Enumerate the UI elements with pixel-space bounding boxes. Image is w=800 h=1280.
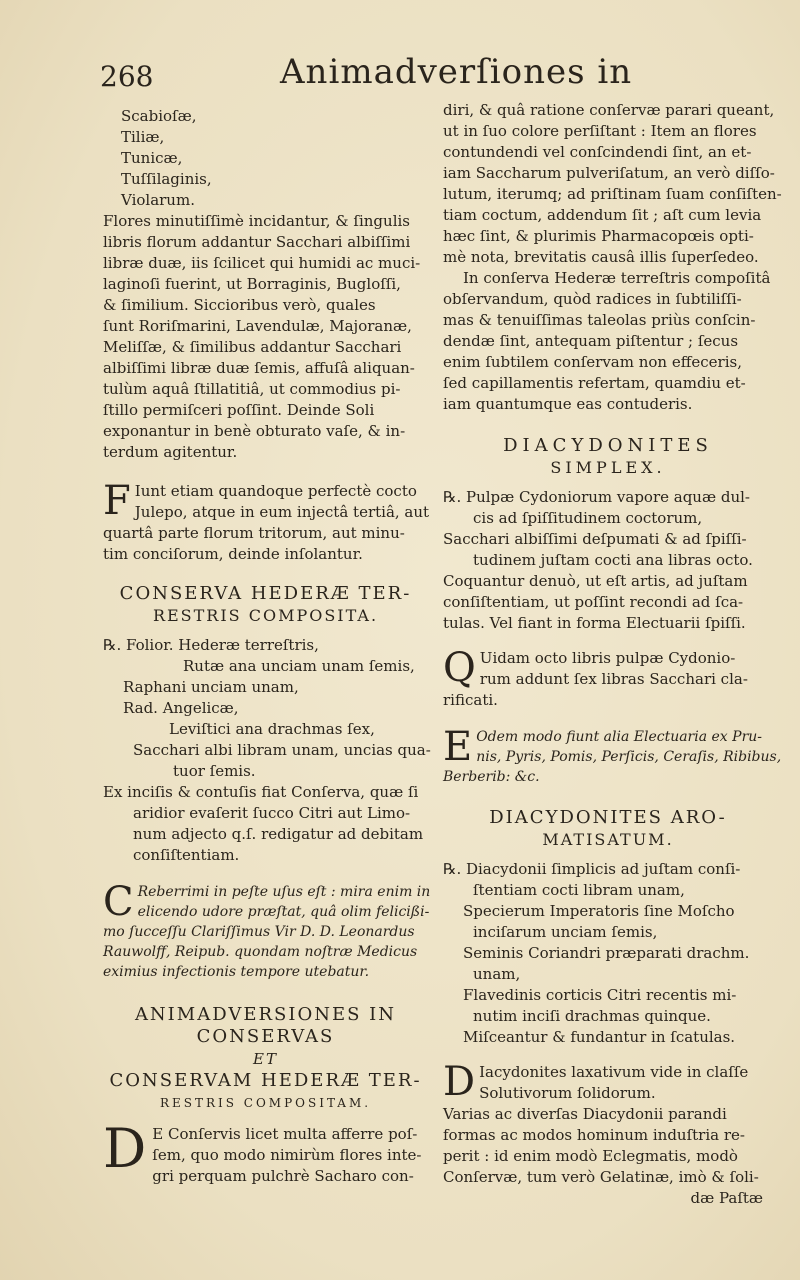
text-line: ſem, quo modo nimirùm flores inte- — [152, 1146, 422, 1164]
recipe-line: ℞. Pulpæ Cydoniorum vapore aquæ dul- — [443, 488, 750, 506]
recipe-line: tulas. Vel fiant in forma Electuarii ſpiſſi. — [443, 614, 746, 632]
text-line: diri, & quâ ratione conſervæ parari queant, — [443, 101, 775, 119]
recipe-line: ℞. Folior. Hederæ terreſtris, — [103, 636, 319, 654]
text-line: enim ſubtilem conſervam non effeceris, — [443, 353, 742, 371]
recipe-line: inciſarum unciam ſemis, — [473, 923, 658, 941]
text-line: Meliſſæ, & ſimilibus addantur Sacchari — [103, 338, 402, 356]
text-line: mè nota, brevitatis causâ illis ſuperſedeo. — [443, 248, 759, 266]
text-line: laginoſi fuerint, ut Borraginis, Bugloſſi, — [103, 275, 401, 293]
paragraph-continued — [443, 100, 782, 415]
right-column — [443, 100, 782, 1209]
recipe-line: Sacchari albiſſimi deſpumati & ad ſpiſſi- — [443, 530, 747, 548]
text-line: E Conſervis licet multa afferre poſ- — [152, 1125, 418, 1143]
text-line: rificati. — [443, 691, 498, 709]
recipe-line: Seminis Coriandri præparati drachm. — [463, 944, 750, 962]
text-line: Flores minutiſſimè incidantur, & ſingulis — [103, 212, 410, 230]
text-line: ſtillo permiſceri poſſint. Deinde Soli — [103, 401, 375, 419]
list-item: Violarum. — [121, 191, 195, 209]
section-heading-conserva — [103, 583, 428, 627]
recipe-line: ℞. Diacydonii ſimplicis ad juſtam conſi- — [443, 860, 741, 878]
drop-cap: D — [443, 1059, 476, 1105]
paragraph-diacydonites-laxativum — [443, 1059, 773, 1209]
catchword: dæ Paſtæ — [690, 1189, 763, 1207]
text-line: ut in ſuo colore perſiſtant : Item an flores — [443, 122, 757, 140]
recipe-line: Leviſtici ana drachmas ſex, — [169, 720, 375, 738]
section-heading-diacydonites-aromatisatum — [443, 807, 773, 851]
text-line: nis, Pyris, Pomis, Perſicis, Ceraſis, Ribibus, — [476, 749, 782, 765]
text-line: formas ac modos hominum induſtria re- — [443, 1126, 745, 1144]
text-line: quartâ parte florum tritorum, aut minu- — [103, 524, 405, 542]
section-heading-animadversiones — [103, 1004, 428, 1114]
text-line: hæc ſint, & plurimis Pharmacopœis opti- — [443, 227, 754, 245]
recipe-diacydonites-aromatisatum — [443, 859, 773, 1048]
text-line: Uidam octo libris pulpæ Cydonio- — [479, 649, 736, 667]
left-column — [103, 100, 431, 1187]
text-line: tiam coctum, addendum ſit ; aſt cum levia — [443, 206, 762, 224]
text-line: tim conciſorum, deinde inſolantur. — [103, 545, 363, 563]
text-line: Iunt etiam quandoque perfectè cocto — [134, 482, 417, 500]
recipe-line: unam, — [473, 965, 521, 983]
note-crebberimi — [103, 879, 431, 982]
recipe-line: cis ad ſpiſſitudinem coctorum, — [473, 509, 703, 527]
recipe-line: aridior evaſerit ſucco Citri aut Limo- — [133, 804, 411, 822]
recipe-line: Flavedinis corticis Citri recentis mi- — [463, 986, 737, 1004]
section-heading-diacydonites-simplex — [443, 435, 773, 479]
recipe-diacydonites-simplex — [443, 487, 773, 634]
drop-cap: Q — [443, 645, 476, 691]
recipe-line: Raphani unciam unam, — [123, 678, 299, 696]
drop-cap: E — [443, 724, 473, 770]
heading-line: CONSERVAM HEDERÆ TER- — [109, 1070, 422, 1091]
text-line: Iacydonites laxativum vide in claſſe — [479, 1063, 749, 1081]
list-item: Tunicæ, — [121, 149, 183, 167]
recipe-line: conſiſtentiam, ut poſſint recondi ad ſca- — [443, 593, 744, 611]
note-line: elicendo udore præſtat, quâ olim felicißi- — [137, 904, 430, 920]
heading-line: MATISATUM. — [542, 830, 674, 849]
text-line: iam quantumque eas contuderis. — [443, 395, 693, 413]
text-line: Solutivorum ſolidorum. — [479, 1084, 656, 1102]
text-line: rum addunt ſex libras Sacchari cla- — [479, 670, 748, 688]
text-line: dendæ ſint, antequam piſtentur ; ſecus — [443, 332, 739, 350]
list-item: Tiliæ, — [121, 128, 165, 146]
heading-line: DIACYDONITES ARO- — [489, 807, 727, 828]
text-line: perit : id enim modò Eclegmatis, modò — [443, 1147, 738, 1165]
list-item: Scabioſæ, — [121, 107, 197, 125]
recipe-line: Specierum Imperatoris ſine Moſcho — [463, 902, 735, 920]
recipe-conserva — [103, 635, 431, 866]
recipe-line: ſtentiam cocti libram unam, — [473, 881, 685, 899]
text-line: tulùm aquâ ſtillatitiâ, ut commodius pi- — [103, 380, 401, 398]
text-line: ſed capillamentis refertam, quamdiu et- — [443, 374, 746, 392]
note-line: Rauwolff, Reipub. quondam noſtræ Medicus — [103, 944, 418, 960]
text-line: mas & tenuiſſimas taleolas priùs conſcin- — [443, 311, 756, 329]
list-item: Tuſſilaginis, — [121, 170, 212, 188]
drop-cap: D — [103, 1117, 147, 1180]
text-line: Varias ac diverſas Diacydonii parandi — [443, 1105, 727, 1123]
text-line: libris florum addantur Sacchari albiſſimi — [103, 233, 411, 251]
note-line: eximius infectionis tempore utebatur. — [103, 964, 370, 980]
recipe-line: Ex inciſis & contuſis fiat Conſerva, quæ ſi — [103, 783, 419, 801]
heading-line: SIMPLEX. — [550, 458, 666, 477]
text-line: gri perquam pulchrè Sacharo con- — [152, 1167, 414, 1185]
page-number: 268 — [100, 60, 154, 93]
text-line: libræ duæ, iis ſcilicet qui humidi ac muci- — [103, 254, 421, 272]
paragraph-flores — [103, 211, 428, 463]
drop-cap: C — [103, 879, 134, 925]
drop-cap: F — [103, 478, 131, 524]
heading-line: RESTRIS COMPOSITAM. — [159, 1096, 372, 1110]
text-line: contundendi vel conſcindendi ſint, an et- — [443, 143, 752, 161]
recipe-line: Rad. Angelicæ, — [123, 699, 239, 717]
text-line: lutum, iterumq; ad priſtinam ſuam conſiſten- — [443, 185, 782, 203]
text-line: Conſervæ, tum verò Gelatinæ, imò & ſoli- — [443, 1168, 759, 1186]
heading-line: CONSERVA HEDERÆ TER- — [119, 583, 412, 604]
heading-line: RESTRIS COMPOSITA. — [152, 606, 379, 625]
recipe-line: Rutæ ana unciam unam ſemis, — [183, 657, 415, 675]
paragraph-quidam — [443, 645, 773, 711]
text-line: In conſerva Hederæ terreſtris compoſitâ — [463, 269, 771, 287]
text-line: Odem modo fiunt alia Electuaria ex Pru- — [476, 729, 763, 745]
recipe-line: Miſceantur & fundantur in ſcatulas. — [463, 1028, 736, 1046]
recipe-line: num adjecto q.ſ. redigatur ad debitam — [133, 825, 424, 843]
heading-line: DIACYDONITES — [503, 435, 713, 456]
note-line: Reberrimi in peſte uſus eſt : mira enim in — [137, 884, 431, 900]
text-line: ſunt Roriſmarini, Lavendulæ, Majoranæ, — [103, 317, 412, 335]
recipe-line: nutim inciſi drachmas quinque. — [473, 1007, 711, 1025]
running-title: Animadverſiones in — [280, 52, 633, 92]
text-line: Julepo, atque in eum injectâ tertiâ, aut — [134, 503, 430, 521]
text-line: iam Saccharum pulveriſatum, an verò diſſo- — [443, 164, 775, 182]
text-line: exponantur in benè obturato vaſe, & in- — [103, 422, 406, 440]
recipe-line: Coquantur denuò, ut eſt artis, ad juſtam — [443, 572, 748, 590]
flower-list — [103, 106, 428, 211]
text-line: terdum agitentur. — [103, 443, 238, 461]
heading-line: CONSERVAS — [196, 1026, 335, 1047]
text-line: albiſſimi libræ duæ ſemis, affuſâ aliquan- — [103, 359, 415, 377]
note-line: mo ſucceſſu Clariſſimus Vir D. D. Leonardus — [103, 924, 415, 940]
page-header — [100, 52, 740, 100]
recipe-line: Sacchari albi libram unam, uncias qua- — [133, 741, 431, 759]
text-line: & ſimilium. Siccioribus verò, quales — [103, 296, 376, 314]
recipe-line: conſiſtentiam. — [133, 846, 240, 864]
paragraph-eodem — [443, 724, 782, 787]
recipe-line: tudinem juſtam cocti ana libras octo. — [473, 551, 753, 569]
heading-line: ET — [253, 1050, 278, 1068]
paragraph-de-conservis — [103, 1117, 428, 1187]
heading-line: ANIMADVERSIONES IN — [134, 1004, 397, 1025]
paragraph-fiunt — [103, 478, 430, 565]
text-line: obſervandum, quòd radices in ſubtiliſſi- — [443, 290, 742, 308]
recipe-line: tuor ſemis. — [173, 762, 256, 780]
text-line: Berberib: &c. — [443, 769, 540, 785]
